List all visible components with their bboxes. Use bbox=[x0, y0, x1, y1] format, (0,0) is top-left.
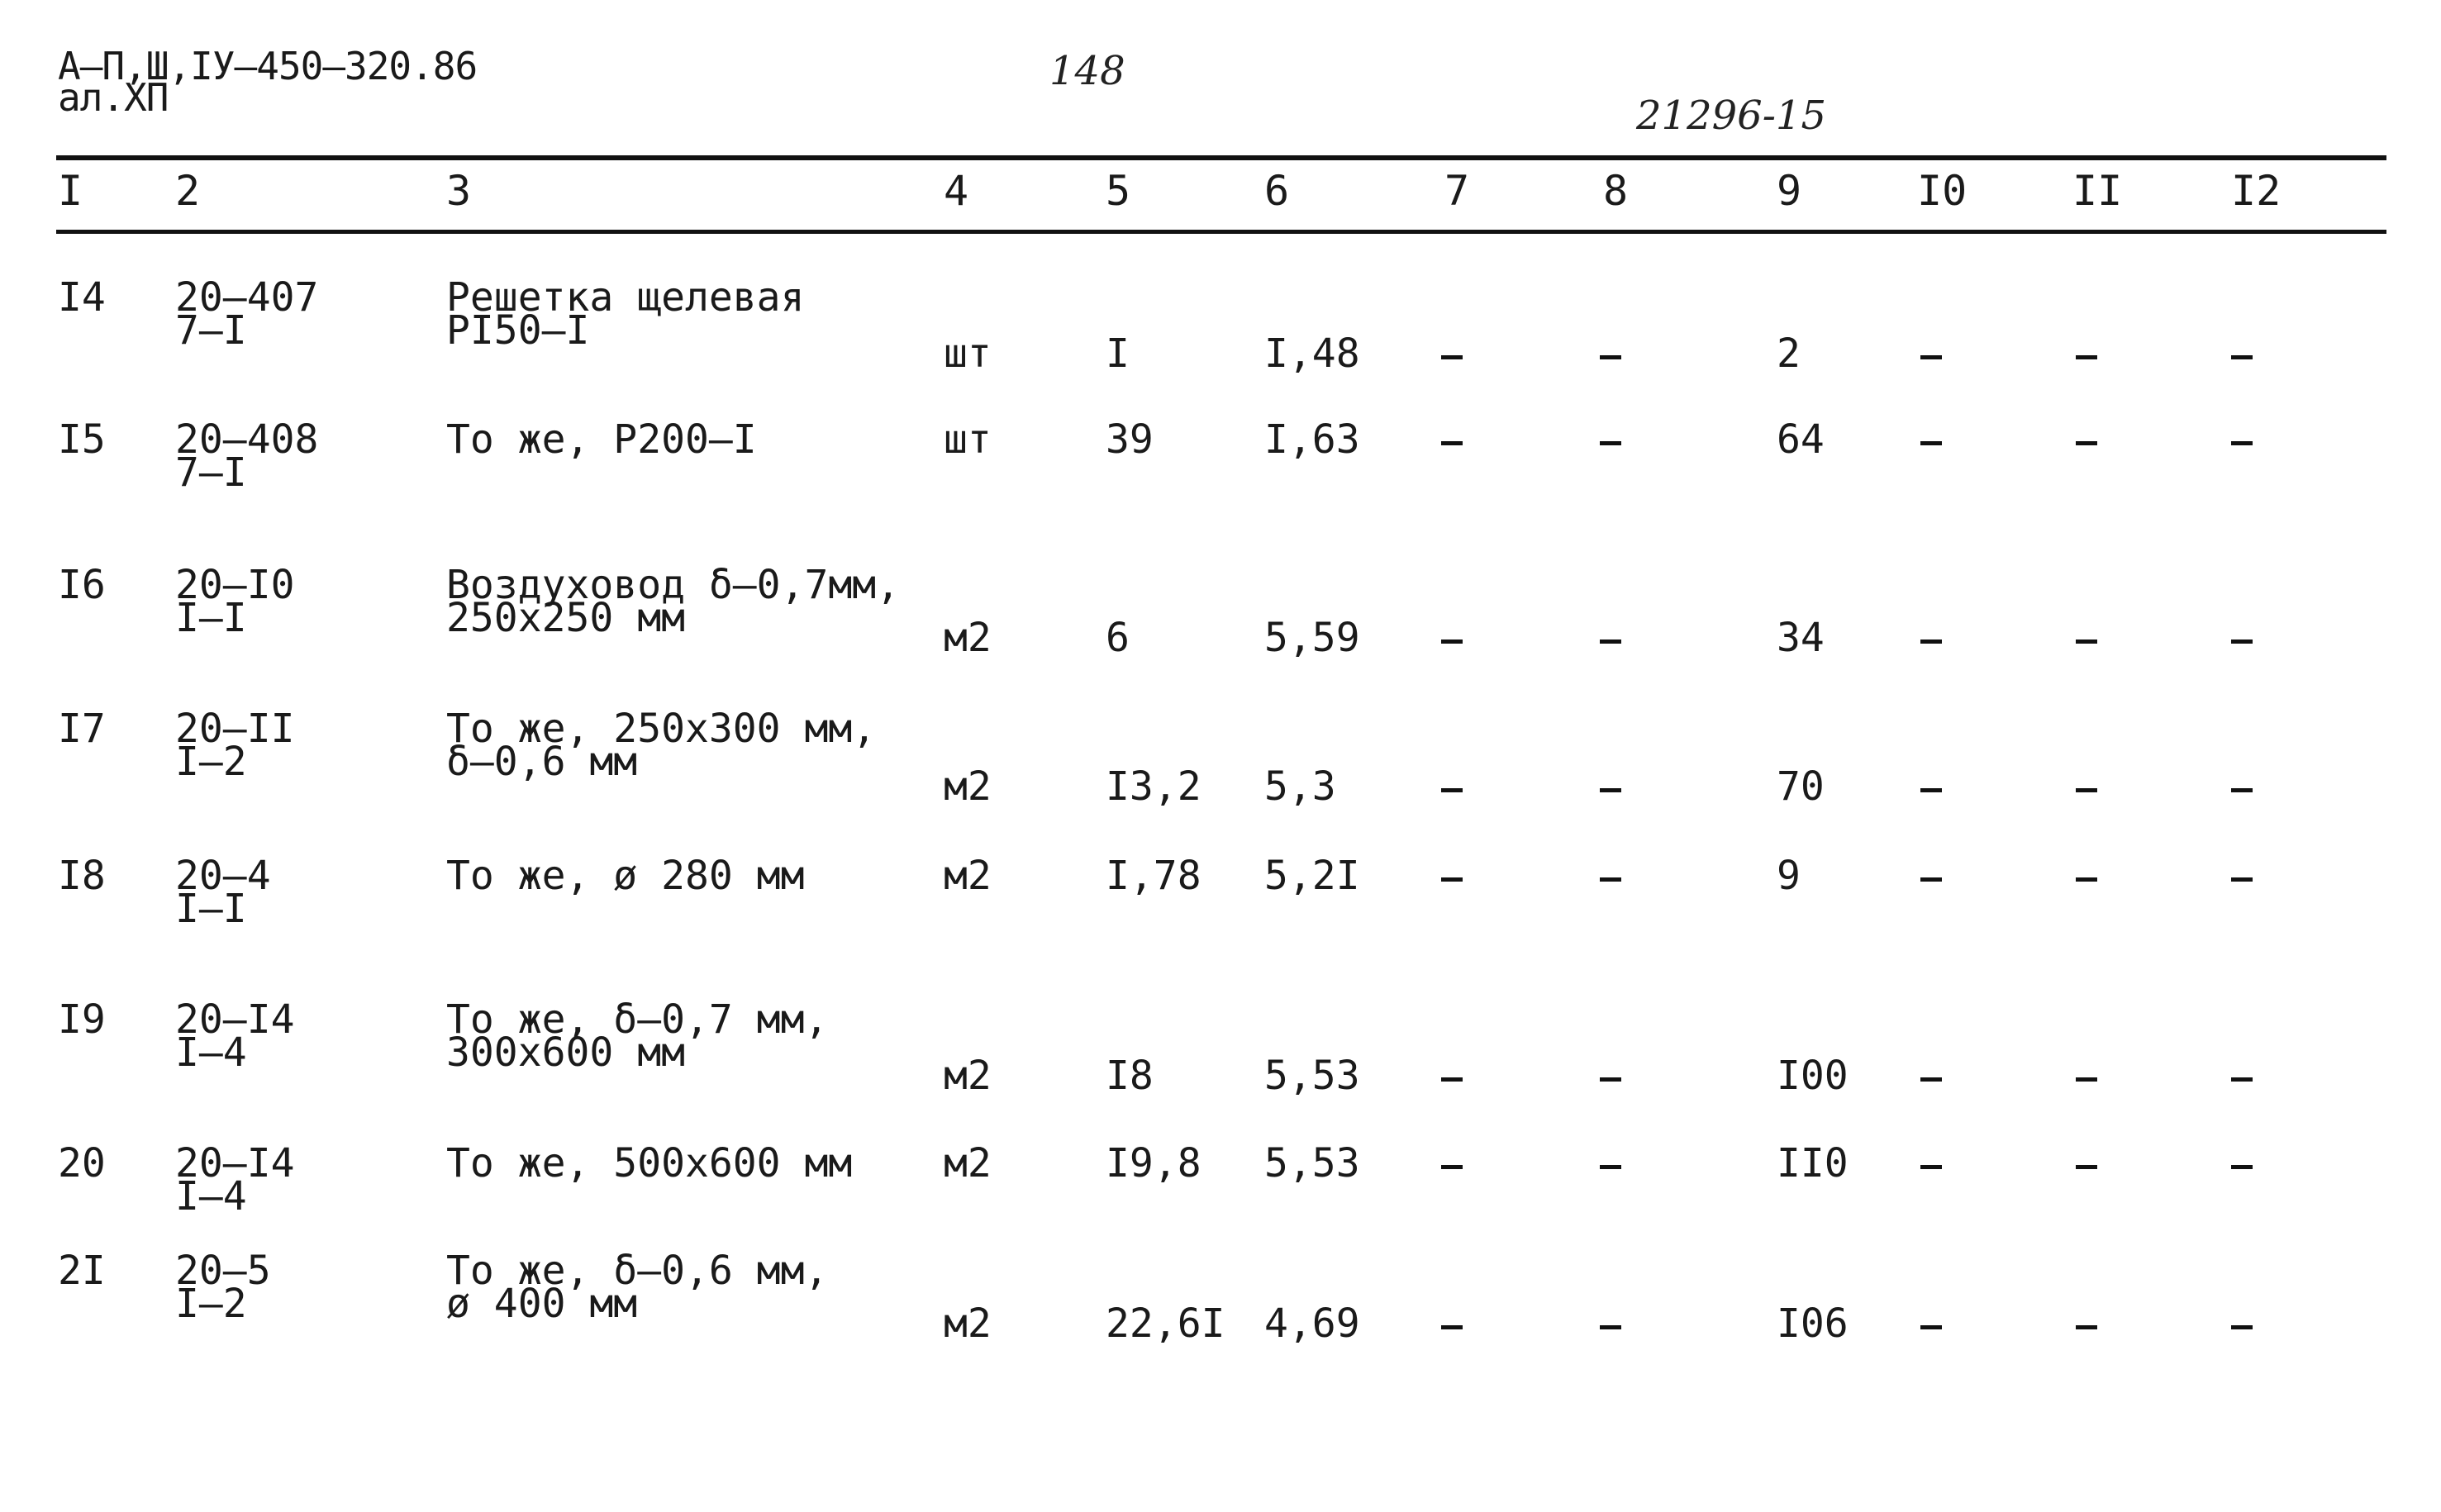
dash-c10 bbox=[1920, 640, 1942, 644]
norm-code: 20–4 bbox=[175, 853, 271, 899]
dash-c7 bbox=[1441, 640, 1463, 644]
quantity: I3,2 bbox=[1106, 763, 1201, 810]
norm-code-sub: 7–I bbox=[175, 449, 247, 496]
quantity: 6 bbox=[1106, 615, 1130, 661]
item-description: То же, 250x300 мм, bbox=[446, 706, 877, 752]
item-description: То же, ø 280 мм bbox=[446, 853, 805, 899]
item-description: Воздуховод δ–0,7мм, bbox=[446, 562, 901, 608]
document-number: 21296-15 bbox=[1636, 93, 1826, 139]
unit: м2 bbox=[944, 1140, 992, 1186]
quantity: 22,6I bbox=[1106, 1300, 1225, 1347]
dash-c8 bbox=[1600, 1077, 1621, 1082]
value-col-9: 70 bbox=[1777, 763, 1825, 810]
item-description: То же, δ–0,6 мм, bbox=[446, 1248, 829, 1294]
column-number-10: I0 bbox=[1917, 167, 1968, 215]
dash-c8 bbox=[1600, 1325, 1621, 1329]
dash-c8 bbox=[1600, 441, 1621, 445]
dash-c10 bbox=[1920, 1077, 1942, 1082]
dash-c11 bbox=[2076, 788, 2097, 792]
album-label: ал.XП bbox=[58, 75, 169, 120]
quantity: I9,8 bbox=[1106, 1140, 1201, 1186]
dash-c10 bbox=[1920, 441, 1942, 445]
column-number-4: 4 bbox=[944, 167, 969, 215]
norm-code: 20–II bbox=[175, 706, 295, 752]
row-number: 2I bbox=[58, 1248, 106, 1294]
norm-code: 20–I4 bbox=[175, 996, 295, 1043]
quantity: I,78 bbox=[1106, 853, 1201, 899]
item-description-line2: 250x250 мм bbox=[446, 595, 685, 641]
row-number: I6 bbox=[58, 562, 106, 608]
page-number: 148 bbox=[1049, 48, 1125, 94]
item-description: Решетка щелевая bbox=[446, 274, 805, 321]
column-number-11: II bbox=[2072, 167, 2123, 215]
item-description: То же, P200–I bbox=[446, 416, 757, 463]
value-col-6: 5,53 bbox=[1264, 1140, 1360, 1186]
dash-c11 bbox=[2076, 355, 2097, 359]
item-description: То же, 500x600 мм bbox=[446, 1140, 853, 1186]
unit: шт bbox=[944, 330, 992, 377]
norm-code-sub: I–4 bbox=[175, 1029, 247, 1076]
column-number-5: 5 bbox=[1106, 167, 1131, 215]
value-col-9: I00 bbox=[1777, 1053, 1849, 1099]
dash-c8 bbox=[1600, 355, 1621, 359]
value-col-6: I,63 bbox=[1264, 416, 1360, 463]
column-number-7: 7 bbox=[1444, 167, 1470, 215]
unit: м2 bbox=[944, 853, 992, 899]
value-col-9: II0 bbox=[1777, 1140, 1849, 1186]
dash-c8 bbox=[1600, 877, 1621, 882]
quantity: 39 bbox=[1106, 416, 1154, 463]
norm-code-sub: I–2 bbox=[175, 1281, 247, 1327]
dash-c10 bbox=[1920, 1165, 1942, 1169]
dash-c7 bbox=[1441, 1077, 1463, 1082]
norm-code: 20–5 bbox=[175, 1248, 271, 1294]
dash-c8 bbox=[1600, 788, 1621, 792]
dash-c11 bbox=[2076, 1325, 2097, 1329]
dash-c10 bbox=[1920, 877, 1942, 882]
value-col-9: 2 bbox=[1777, 330, 1801, 377]
dash-c8 bbox=[1600, 1165, 1621, 1169]
dash-c12 bbox=[2231, 640, 2253, 644]
dash-c12 bbox=[2231, 1325, 2253, 1329]
column-number-2: 2 bbox=[175, 167, 201, 215]
dash-c12 bbox=[2231, 788, 2253, 792]
value-col-6: 5,59 bbox=[1264, 615, 1360, 661]
dash-c11 bbox=[2076, 1077, 2097, 1082]
dash-c7 bbox=[1441, 877, 1463, 882]
norm-code: 20–407 bbox=[175, 274, 319, 321]
value-col-9: 34 bbox=[1777, 615, 1825, 661]
dash-c7 bbox=[1441, 1325, 1463, 1329]
unit: м2 bbox=[944, 1053, 992, 1099]
dash-c10 bbox=[1920, 355, 1942, 359]
value-col-9: 9 bbox=[1777, 853, 1801, 899]
value-col-6: I,48 bbox=[1264, 330, 1360, 377]
norm-code: 20–408 bbox=[175, 416, 319, 463]
value-col-9: I06 bbox=[1777, 1300, 1849, 1347]
norm-code-sub: I–I bbox=[175, 595, 247, 641]
row-number: 20 bbox=[58, 1140, 106, 1186]
dash-c12 bbox=[2231, 355, 2253, 359]
dash-c8 bbox=[1600, 640, 1621, 644]
dash-c12 bbox=[2231, 441, 2253, 445]
value-col-9: 64 bbox=[1777, 416, 1825, 463]
unit: шт bbox=[944, 416, 992, 463]
quantity: I bbox=[1106, 330, 1130, 377]
column-number-3: 3 bbox=[446, 167, 472, 215]
table-top-rule bbox=[56, 155, 2386, 160]
dash-c10 bbox=[1920, 1325, 1942, 1329]
value-col-6: 5,3 bbox=[1264, 763, 1336, 810]
column-number-6: 6 bbox=[1264, 167, 1290, 215]
dash-c11 bbox=[2076, 877, 2097, 882]
value-col-6: 5,53 bbox=[1264, 1053, 1360, 1099]
item-description-line2: ø 400 мм bbox=[446, 1281, 638, 1327]
norm-code: 20–I4 bbox=[175, 1140, 295, 1186]
norm-code-sub: I–2 bbox=[175, 739, 247, 785]
norm-code: 20–I0 bbox=[175, 562, 295, 608]
dash-c12 bbox=[2231, 1165, 2253, 1169]
dash-c12 bbox=[2231, 1077, 2253, 1082]
dash-c7 bbox=[1441, 441, 1463, 445]
dash-c11 bbox=[2076, 640, 2097, 644]
dash-c7 bbox=[1441, 355, 1463, 359]
norm-code-sub: I–4 bbox=[175, 1173, 247, 1220]
item-description-line2: 300x600 мм bbox=[446, 1029, 685, 1076]
row-number: I4 bbox=[58, 274, 106, 321]
unit: м2 bbox=[944, 1300, 992, 1347]
value-col-6: 4,69 bbox=[1264, 1300, 1360, 1347]
item-description-line2: PI50–I bbox=[446, 307, 590, 354]
quantity: I8 bbox=[1106, 1053, 1154, 1099]
item-description-line2: δ–0,6 мм bbox=[446, 739, 638, 785]
row-number: I8 bbox=[58, 853, 106, 899]
row-number: I9 bbox=[58, 996, 106, 1043]
dash-c7 bbox=[1441, 788, 1463, 792]
column-number-8: 8 bbox=[1603, 167, 1629, 215]
dash-c10 bbox=[1920, 788, 1942, 792]
value-col-6: 5,2I bbox=[1264, 853, 1360, 899]
unit: м2 bbox=[944, 763, 992, 810]
dash-c11 bbox=[2076, 441, 2097, 445]
document-code: А–П,Ш,IУ–450–320.86 bbox=[58, 44, 478, 88]
column-number-1: I bbox=[58, 167, 83, 215]
column-number-12: I2 bbox=[2231, 167, 2282, 215]
unit: м2 bbox=[944, 615, 992, 661]
norm-code-sub: I–I bbox=[175, 886, 247, 932]
norm-code-sub: 7–I bbox=[175, 307, 247, 354]
dash-c11 bbox=[2076, 1165, 2097, 1169]
row-number: I5 bbox=[58, 416, 106, 463]
table-header-rule bbox=[56, 230, 2386, 234]
column-number-9: 9 bbox=[1777, 167, 1802, 215]
dash-c7 bbox=[1441, 1165, 1463, 1169]
row-number: I7 bbox=[58, 706, 106, 752]
dash-c12 bbox=[2231, 877, 2253, 882]
item-description: То же, δ–0,7 мм, bbox=[446, 996, 829, 1043]
